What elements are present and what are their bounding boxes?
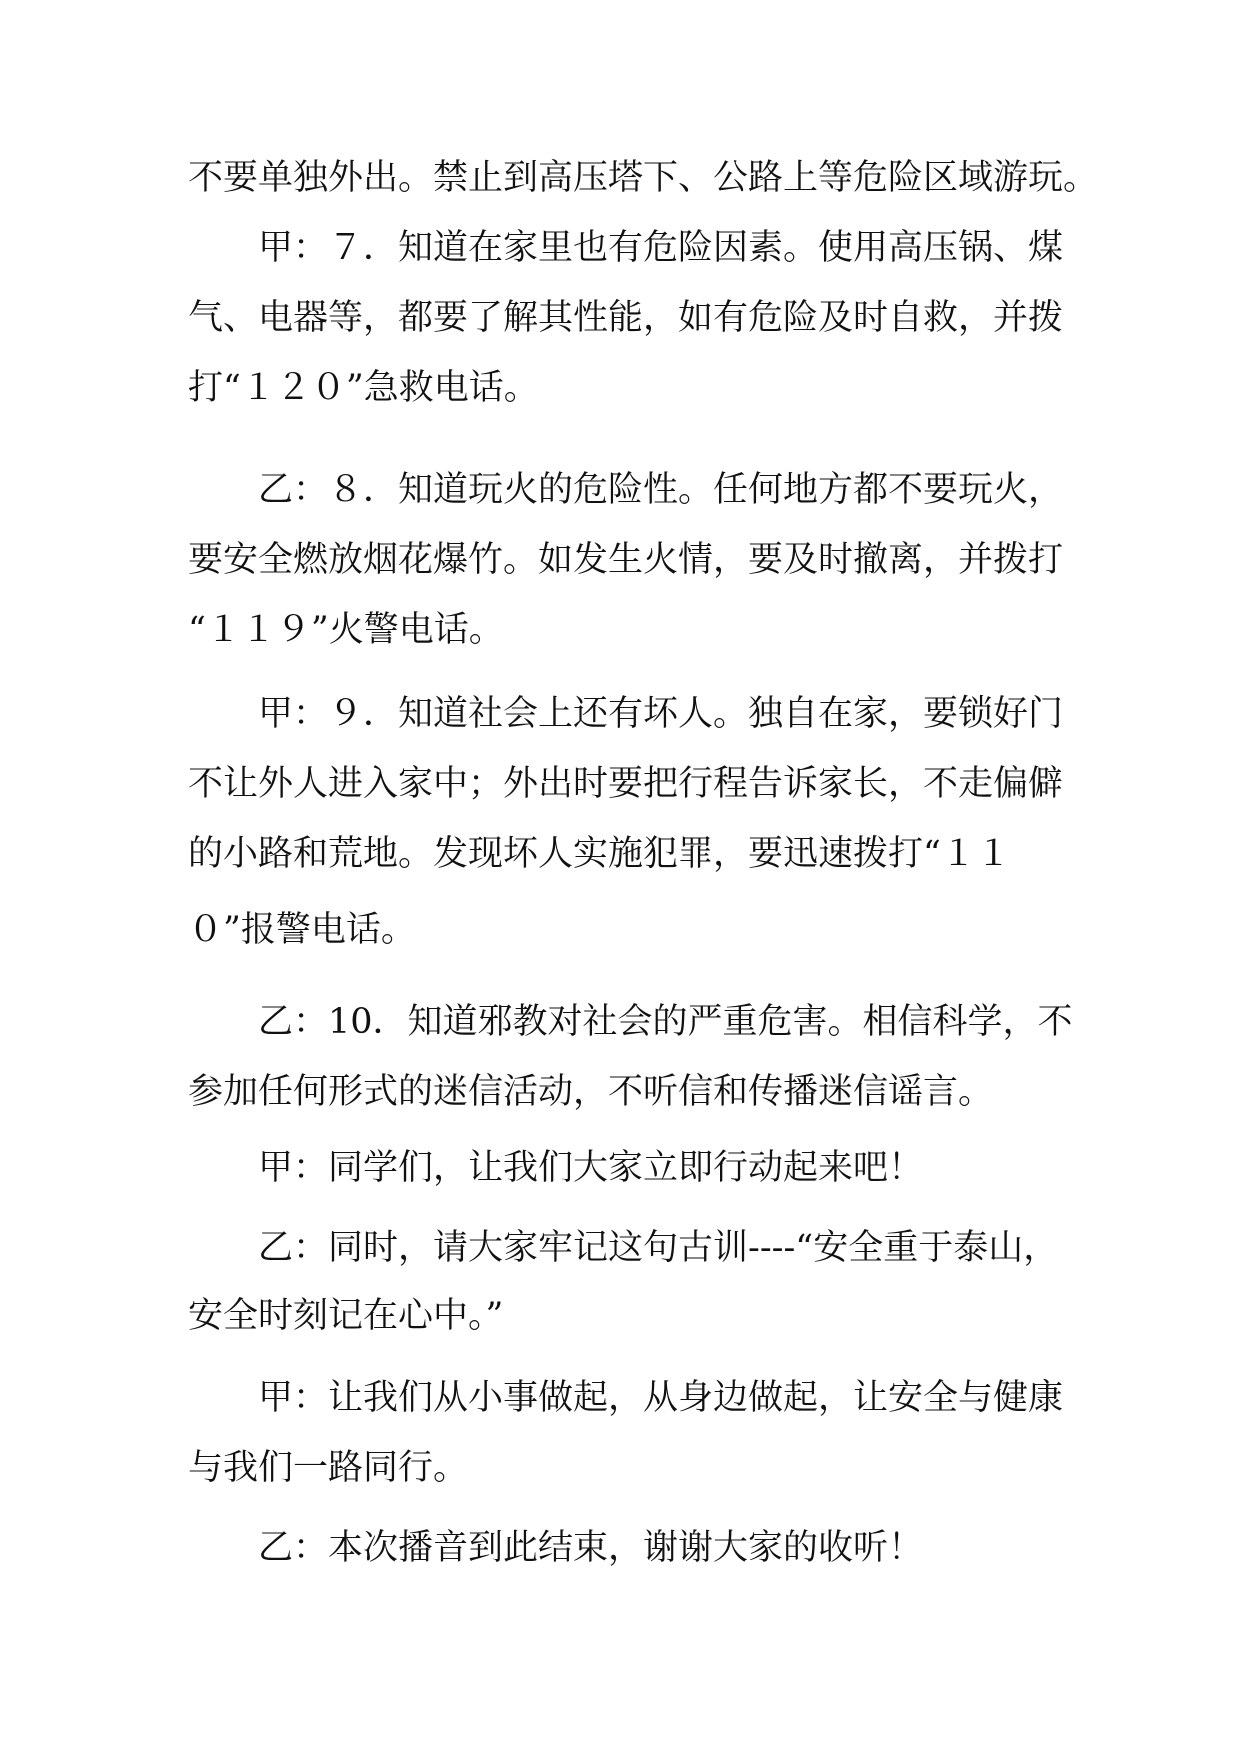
text-line-16: 安全时刻记在心中。”	[188, 1296, 504, 1336]
text-line-14: 甲：同学们，让我们大家立即行动起来吧！	[258, 1148, 924, 1188]
text-line-19: 乙：本次播音到此结束，谢谢大家的收听！	[258, 1528, 924, 1568]
text-line-7: “１１９”火警电话。	[188, 610, 504, 650]
text-line-4: 打“１２０”急救电话。	[188, 368, 539, 408]
text-line-18: 与我们一路同行。	[188, 1448, 469, 1488]
text-line-10: 的小路和荒地。发现坏人实施犯罪，要迅速拨打“１１	[188, 834, 1011, 874]
text-line-11: ０”报警电话。	[188, 910, 416, 950]
text-line-1: 不要单独外出。禁止到高压塔下、公路上等危险区域游玩。	[188, 158, 1099, 198]
text-line-9: 不让外人进入家中；外出时要把行程告诉家长，不走偏僻	[188, 764, 1064, 804]
text-line-15: 乙：同时，请大家牢记这句古训----“安全重于泰山，	[258, 1228, 1059, 1268]
text-line-6: 要安全燃放烟花爆竹。如发生火情，要及时撤离，并拨打	[188, 540, 1064, 580]
text-line-3: 气、电器等，都要了解其性能，如有危险及时自救，并拨	[188, 298, 1064, 338]
text-line-5: 乙：８．知道玩火的危险性。任何地方都不要玩火，	[258, 470, 1064, 510]
text-line-13: 参加任何形式的迷信活动，不听信和传播迷信谣言。	[188, 1072, 994, 1112]
text-line-12: 乙：10．知道邪教对社会的严重危害。相信科学，不	[258, 1002, 1073, 1042]
text-line-8: 甲：９．知道社会上还有坏人。独自在家，要锁好门	[258, 694, 1064, 734]
text-line-17: 甲：让我们从小事做起，从身边做起，让安全与健康	[258, 1378, 1064, 1418]
text-line-2: 甲：７．知道在家里也有危险因素。使用高压锅、煤	[258, 228, 1064, 268]
